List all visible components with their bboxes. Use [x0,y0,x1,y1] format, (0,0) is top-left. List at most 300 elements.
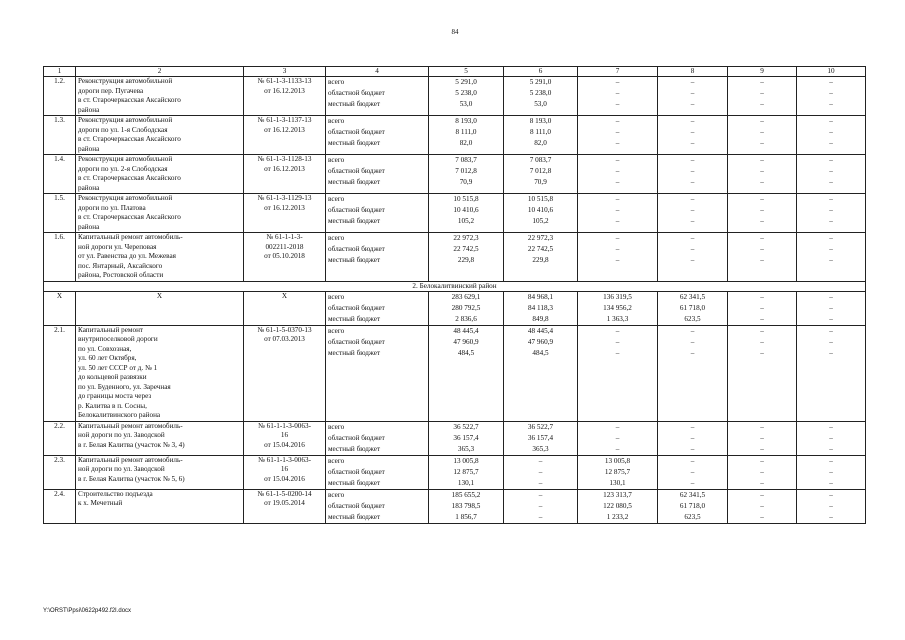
value-c9 [728,325,797,421]
value-cell-stack [730,456,794,489]
value-c5 [429,421,504,455]
value-cell: – [538,490,543,499]
value-cell-stack [730,292,794,325]
document-line: № 61-1-3-1128-13 [257,155,312,163]
project-description [76,233,244,282]
value-cell: 623,5 [684,314,701,323]
column-header: 7 [578,67,658,77]
value-c5 [429,77,504,116]
value-cell-stack [431,292,501,325]
value-cell: – [615,234,620,242]
value-cell: – [829,100,833,108]
value-cell: – [829,78,833,86]
description-line: пос. Янтарный, Аксайского [78,261,163,270]
value-cell: – [829,326,833,335]
value-cell: 122 080,5 [603,501,632,510]
value-cell-stack [799,194,863,227]
budget-label-stack [328,292,426,325]
value-cell: 48 445,4 [453,326,479,335]
document-line: от 07.03.2013 [264,335,305,343]
value-cell: – [690,167,695,175]
value-cell-stack [660,155,725,188]
document-line: № 61-1-5-0200-14 [257,489,312,498]
document-line: от 16.12.2013 [264,125,305,134]
table-row [44,116,866,155]
value-cell: 130,1 [609,478,626,487]
column-header: 8 [658,67,728,77]
value-cell-stack [799,422,863,455]
value-c5 [429,489,504,523]
value-cell-stack [660,292,725,325]
value-cell-stack [799,490,863,523]
project-number: 1.6. [44,233,76,282]
budget-label: областной бюджет [328,245,385,253]
value-cell-stack [730,233,794,266]
value-cell-stack [506,456,575,489]
description-line: в ст. Старочеркасская Аксайского [78,135,181,143]
value-cell: 22 972,3 [527,234,554,242]
approval-document: Х [244,291,326,325]
value-cell-stack [580,77,655,110]
value-c5 [429,233,504,282]
page-number: 84 [451,28,459,36]
description-line-stack [78,155,241,193]
description-line: в г. Белая Калитва (участок № 3, 4) [78,440,185,449]
value-c8 [658,455,728,489]
document-line: от 16.12.2013 [264,164,305,173]
value-cell: 5 238,0 [455,89,477,97]
description-line: района [78,144,100,153]
document-line: 16 [280,465,289,473]
description-line: ной дороги ул. Череповая [78,242,157,251]
value-cell: 105,2 [532,217,549,225]
value-cell: – [760,348,764,357]
value-cell: 53,0 [534,100,547,108]
value-cell-stack [580,116,655,149]
value-c9 [728,77,797,116]
value-cell: 13 005,8 [604,456,631,465]
value-cell: 1 856,7 [455,512,477,521]
column-header: 5 [429,67,504,77]
value-c8 [658,116,728,155]
value-cell: 1 233,2 [606,512,629,521]
value-cell: – [829,478,833,487]
value-cell-stack [431,233,501,266]
budget-label-stack [328,116,426,149]
value-cell: – [690,89,695,97]
description-line: Реконструкция автомобильной [78,116,173,124]
approval-document [244,233,326,282]
project-number: 1.2. [44,77,76,116]
funding-source [326,291,429,325]
value-c9 [728,116,797,155]
value-cell: – [760,314,764,323]
value-cell: – [615,326,620,335]
budget-label-stack [328,155,426,188]
value-cell: – [829,444,833,453]
value-c7 [578,325,658,421]
description-line: района, Ростовской области [78,271,164,279]
budget-label: всего [328,156,345,164]
value-cell: – [690,245,695,253]
value-cell: – [829,195,833,203]
value-cell: – [760,245,764,253]
value-c7 [578,455,658,489]
value-c10 [797,455,866,489]
value-cell: 61 718,0 [679,501,706,510]
value-cell: – [829,217,833,225]
value-cell: 283 629,1 [451,292,481,301]
value-cell: – [760,234,764,242]
budget-table [43,66,866,524]
value-cell: 130,1 [457,478,475,487]
value-c8 [658,421,728,455]
value-cell: 13 005,8 [453,456,479,465]
value-cell: – [690,195,695,203]
approval-document [244,421,326,455]
value-cell: – [829,234,833,242]
description-line: Реконструкция автомобильной [78,77,173,85]
value-cell: 123 313,7 [603,490,632,499]
table-row [44,325,866,421]
value-cell-stack [580,490,655,523]
document-line: от 05.10.2018 [264,252,305,260]
value-cell: – [538,456,543,465]
value-cell: 365,3 [532,444,549,453]
budget-label: всего [328,78,345,86]
value-cell: 623,5 [684,512,701,521]
table-row [44,194,866,233]
value-c7 [578,155,658,194]
value-cell: – [829,456,833,465]
value-cell-stack [730,490,794,523]
document-line-stack [246,77,323,96]
value-cell: – [615,156,620,164]
value-cell: – [829,303,833,312]
project-number: 1.4. [44,155,76,194]
value-cell: 82,0 [459,139,473,147]
value-c5 [429,325,504,421]
value-c10 [797,291,866,325]
value-cell: – [760,256,764,264]
value-cell: – [538,478,543,487]
funding-source [326,77,429,116]
value-cell: – [760,89,764,97]
budget-label: всего [328,234,345,242]
column-header: 6 [504,67,578,77]
value-cell: – [615,245,620,253]
value-cell: 134 956,2 [603,303,632,312]
value-cell: – [690,478,695,487]
file-path-footer: Y:\ORST\Ppsi\0622p492.f2I.docx [43,608,132,614]
value-cell: – [760,156,764,164]
value-cell-stack [660,116,725,149]
description-line: Капитальный ремонт [78,325,144,334]
value-cell: 70,9 [534,178,547,186]
description-line: по ул. Совхозная, [78,344,132,353]
budget-label: местный бюджет [328,217,381,225]
value-cell-stack [730,194,794,227]
value-cell: 849,8 [532,314,549,323]
value-cell: – [760,326,764,335]
table-row [44,455,866,489]
description-line: от ул. Равенства до ул. Межевая [78,252,176,260]
project-number: 2.2. [44,421,76,455]
value-cell: – [615,433,620,442]
project-description: Х [76,291,244,325]
value-cell-stack [730,326,794,359]
value-cell: – [690,433,695,442]
value-cell: 70,9 [459,178,473,186]
value-cell: 183 798,5 [451,501,481,510]
description-line-stack [78,456,241,485]
description-line: р. Калитва в п. Сосны, [78,401,147,410]
value-cell: – [760,490,764,499]
value-c7 [578,116,658,155]
value-cell-stack [580,326,655,359]
value-cell-stack [730,77,794,110]
budget-label: местный бюджет [328,100,381,108]
document-line-stack [246,422,323,451]
value-c5 [429,455,504,489]
value-c7 [578,233,658,282]
value-c5 [429,116,504,155]
value-c10 [797,421,866,455]
value-cell: 82,0 [534,139,547,147]
budget-label: местный бюджет [328,512,381,521]
value-cell: – [829,433,833,442]
budget-label-stack [328,326,426,359]
column-header: 3 [244,67,326,77]
value-cell: 36 522,7 [527,422,554,431]
document-line-stack [246,326,323,345]
value-cell: – [829,314,833,323]
value-cell: – [760,100,764,108]
value-cell: 53,0 [459,100,473,108]
value-cell: – [829,512,833,521]
value-cell: – [760,117,764,125]
value-cell-stack [506,155,575,188]
description-line: внутрипоселковой дороги [78,335,158,343]
funding-source [326,421,429,455]
description-line-stack [78,233,241,281]
value-cell: – [690,256,695,264]
value-cell: – [760,456,764,465]
value-cell: 47 960,9 [527,337,554,346]
value-cell: 136 319,5 [603,292,632,301]
value-cell: 8 193,0 [529,117,552,125]
budget-label: местный бюджет [328,478,381,487]
budget-label: всего [328,490,345,499]
description-line-stack [78,326,241,421]
funding-source [326,455,429,489]
value-cell: – [829,256,833,264]
budget-label: местный бюджет [328,348,381,357]
budget-label: областной бюджет [328,467,385,476]
value-cell: – [760,217,764,225]
value-cell: – [690,100,695,108]
value-cell: – [760,512,764,521]
value-cell: 62 341,5 [679,490,706,499]
value-cell: 36 157,4 [453,433,479,442]
column-header: 9 [728,67,797,77]
value-cell: – [760,78,764,86]
value-cell: – [615,178,620,186]
description-line: до границы моста через [78,392,152,400]
value-cell-stack [799,326,863,359]
value-cell: 1 363,3 [606,314,629,323]
approval-document [244,77,326,116]
value-cell: – [760,444,764,453]
column-number-header-row [44,67,866,77]
table-row [44,233,866,282]
description-line: в ст. Старочеркасская Аксайского [78,96,181,104]
value-cell: 10 410,6 [527,206,554,214]
description-line: района [78,183,100,192]
value-cell: – [829,167,833,175]
value-cell: 47 960,9 [453,337,479,346]
budget-label-stack [328,77,426,110]
value-c9 [728,291,797,325]
project-number: 1.3. [44,116,76,155]
value-cell: 62 341,5 [679,292,706,301]
budget-label: областной бюджет [328,128,385,136]
value-cell: – [760,292,764,301]
summary-row [44,291,866,325]
value-cell: 10 515,8 [527,195,554,203]
value-c6 [504,233,578,282]
value-c6 [504,291,578,325]
project-description [76,489,244,523]
value-cell: 84 968,1 [527,292,554,301]
budget-label: областной бюджет [328,501,385,510]
value-cell: – [829,348,833,357]
budget-label-stack [328,456,426,489]
document-line-stack [246,155,323,174]
value-cell: – [615,117,620,125]
column-header: 1 [44,67,76,77]
value-cell: – [829,501,833,510]
value-c10 [797,77,866,116]
funding-source [326,155,429,194]
budget-label: областной бюджет [328,303,385,312]
value-cell-stack [660,422,725,455]
approval-document [244,325,326,421]
value-cell: 7 083,7 [455,156,477,164]
value-c6 [504,77,578,116]
value-cell: 365,3 [457,444,475,453]
budget-label: всего [328,292,345,301]
value-cell-stack [799,292,863,325]
value-cell: 484,5 [457,348,475,357]
budget-label: областной бюджет [328,337,385,346]
value-cell-stack [506,326,575,359]
document-line: № 61-1-3-1133-13 [257,77,312,85]
value-cell: 280 792,5 [451,303,481,312]
value-cell: – [760,422,764,431]
budget-label: всего [328,456,345,465]
value-cell: 48 445,4 [527,326,554,335]
value-c8 [658,194,728,233]
value-c10 [797,489,866,523]
document-line-stack [246,490,323,509]
value-cell: 10 410,6 [453,206,479,214]
value-c10 [797,325,866,421]
value-c6 [504,421,578,455]
project-description [76,116,244,155]
approval-document [244,455,326,489]
value-cell: 105,2 [457,217,475,225]
value-cell: – [760,139,764,147]
description-line: Капитальный ремонт автомобиль- [78,421,183,430]
value-cell-stack [580,422,655,455]
value-cell: – [829,89,833,97]
value-cell: – [690,117,695,125]
value-cell: – [760,337,764,346]
value-cell: – [760,167,764,175]
value-cell: – [690,348,695,357]
value-cell: – [690,206,695,214]
document-line: 002211-2018 [265,242,304,251]
value-cell-stack [431,326,501,359]
value-c6 [504,155,578,194]
value-cell: 7 012,8 [529,167,552,175]
value-cell-stack [799,233,863,266]
project-description [76,455,244,489]
table-body [44,67,866,524]
value-cell-stack [730,155,794,188]
funding-source [326,194,429,233]
budget-label: всего [328,422,345,431]
value-cell: – [760,501,764,510]
description-line-stack [78,194,241,232]
value-cell: 84 118,3 [528,303,553,312]
value-c6 [504,116,578,155]
value-cell: – [615,348,620,357]
value-cell-stack [580,155,655,188]
description-line: в ст. Старочеркасская Аксайского [78,174,181,182]
value-cell-stack [730,422,794,455]
document-line: № 61-1-5-0370-13 [257,325,312,334]
document-line: от 15.04.2016 [264,440,305,449]
value-cell: – [829,178,833,186]
value-cell: – [615,100,620,108]
document-line: № 61-1-1-3-0063- [258,455,311,464]
value-cell: – [829,422,833,431]
value-cell-stack [506,422,575,455]
value-cell-stack [431,155,501,188]
value-cell: – [690,422,695,431]
value-c9 [728,233,797,282]
project-description [76,325,244,421]
project-description [76,421,244,455]
value-cell: – [690,139,695,147]
value-cell: 36 157,4 [527,433,554,442]
value-cell: – [615,422,620,431]
value-cell: 229,8 [532,256,549,264]
value-c8 [658,77,728,116]
budget-label: местный бюджет [328,444,381,453]
value-cell-stack [431,422,501,455]
value-c6 [504,194,578,233]
value-cell: 5 238,0 [529,89,552,97]
value-c10 [797,155,866,194]
document-line-stack [246,194,323,213]
section-header-row [44,281,866,291]
value-c5 [429,291,504,325]
value-cell-stack [506,490,575,523]
value-c9 [728,489,797,523]
